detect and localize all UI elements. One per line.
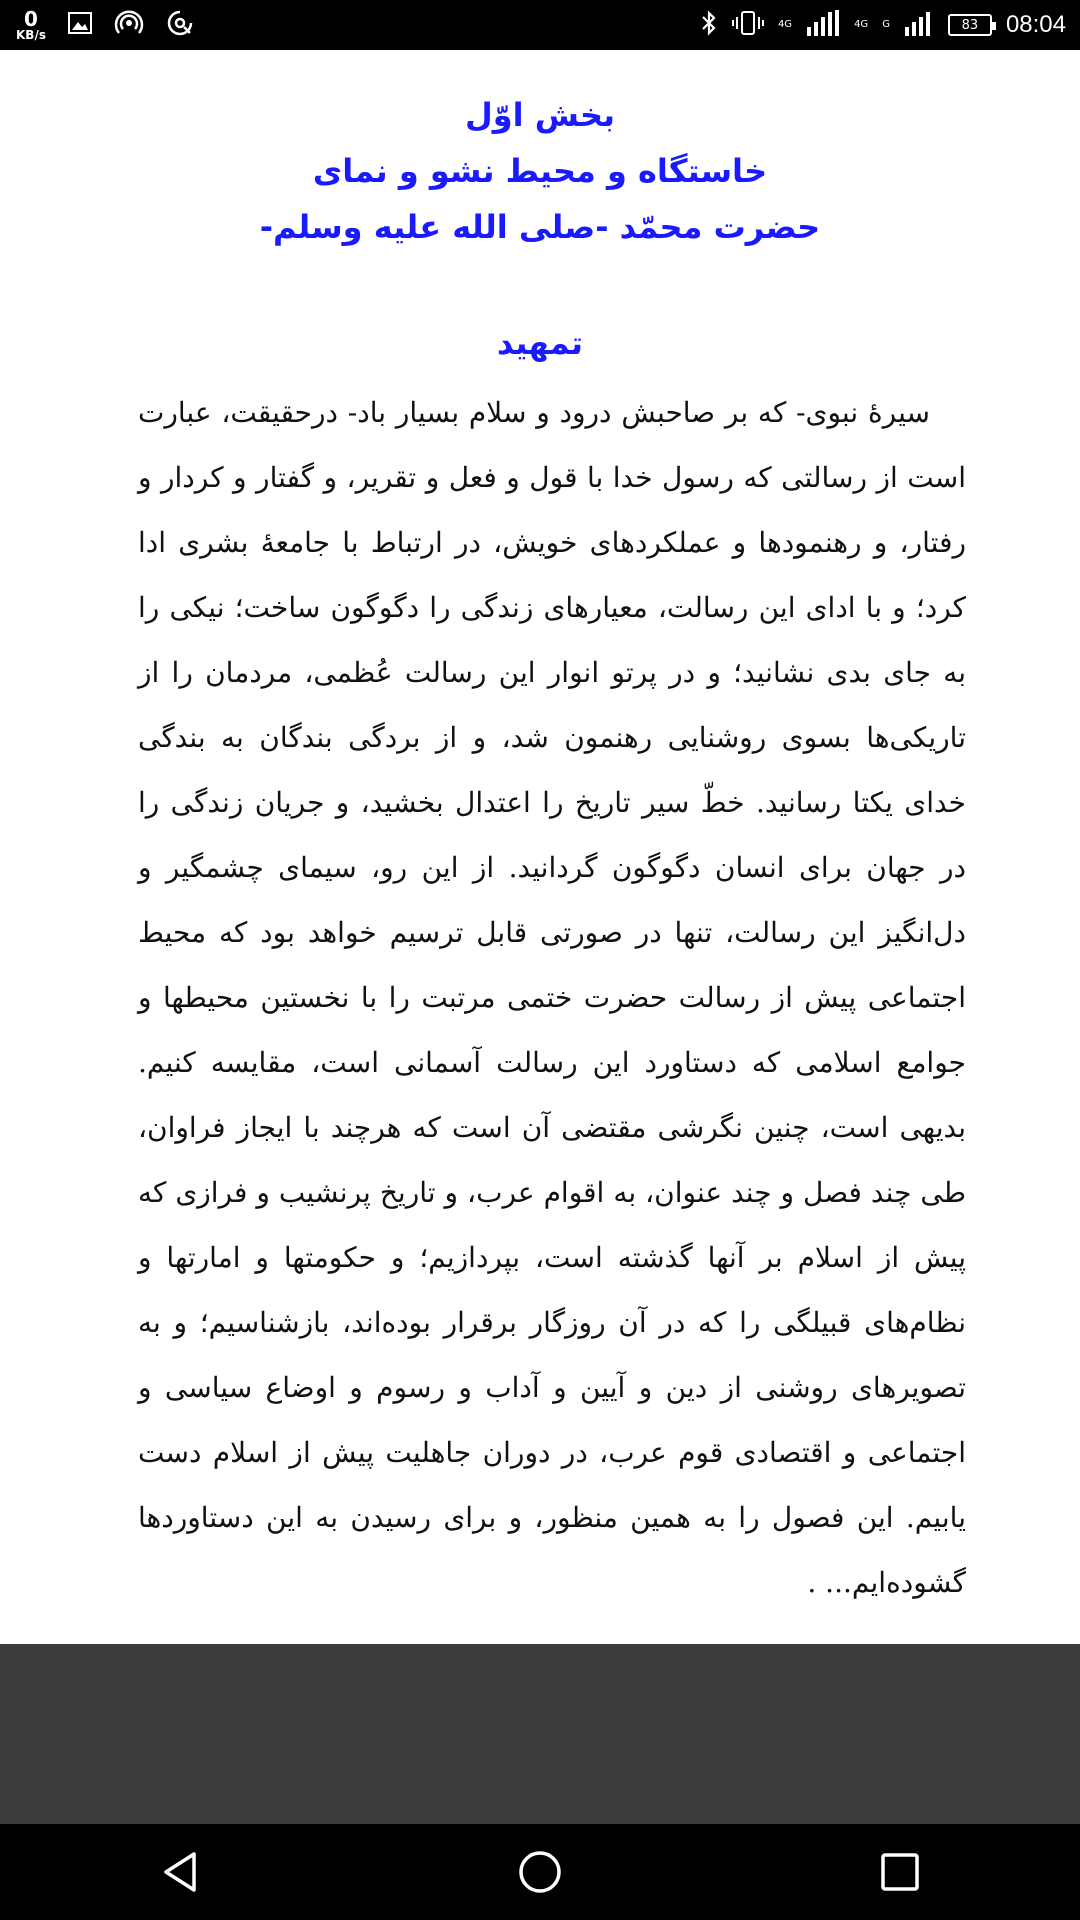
image-icon: [68, 12, 92, 38]
status-bar-left: [0, 0, 194, 50]
document-page[interactable]: [0, 50, 1080, 1644]
navigation-bar: [0, 1824, 1080, 1920]
data-saver-icon: [166, 9, 194, 41]
clock: 08:04: [1005, 11, 1066, 38]
vibrate-icon: [732, 10, 764, 40]
back-button[interactable]: [120, 1824, 240, 1920]
network-type-label-2: [854, 20, 868, 30]
chapter-heading-line-2: خاستگاه و محیط نشو و نمای: [312, 152, 768, 190]
back-icon: [156, 1848, 204, 1896]
page-gutter: [0, 1644, 1080, 1824]
section-title: تمهید: [496, 324, 584, 362]
network-speed-value: 0: [24, 7, 38, 31]
net-label-3: G: [882, 19, 890, 30]
status-bar-right: [700, 0, 1080, 50]
body-text: [138, 380, 966, 1615]
hotspot-icon: [114, 8, 144, 42]
battery-level: 83: [961, 17, 979, 33]
battery-icon: [948, 14, 992, 36]
bluetooth-icon: [700, 9, 718, 41]
network-speed: [16, 9, 46, 41]
recents-icon: [878, 1850, 922, 1894]
home-button[interactable]: [480, 1824, 600, 1920]
chapter-heading-line-1: بخش اوّل: [464, 96, 616, 134]
net-label-2: 4G: [854, 19, 869, 30]
network-speed-unit: KB/s: [16, 28, 46, 42]
recents-button[interactable]: [840, 1824, 960, 1920]
paragraph: سیرۀ نبوی- که بر صاحبش درود و سلام بسیار باد- درحقیقت، عبارت است از رسالتی که رسول خدا با قول و فعل و تقریر، و گفتار و کردار و رفتار، و رهنمودها و عملکردهای خویش، در ارتباط با جامعۀ بشری ادا کرد؛ و با ادای این رسالت، معیارهای زندگی را دگوگون ساخت؛ نیکی را به جای بدی نشانید؛ و در پرتو انوار این رسالت عُظمی، مردمان را از تاریکی‌ها بسوی روشنایی رهنمون شد، و از بردگی بندگان به بندگی خدای یکتا رسانید. خطّ سیر تاریخ را اعتدال بخشید، و جریان زندگی را در جهان برای انسان دگوگون گردانید. از این رو، سیمای چشمگیر و دل‌انگیز این رسالت، تنها در صورتی قابل ترسیم خواهد بود که محیط اجتماعی پیش از رسالت حضرت ختمی مرتبت را با نخستین محیطها و جوامع اسلامی که دستاورد این رسالت آسمانی است، مقایسه کنیم. بدیهی است، چنین نگرشی مقتضی آن است که هرچند با ایجاز فراوان، طی چند فصل و چند عنوان، به اقوام عرب، و تاریخ پرنشیب و فرازی که پیش از اسلام بر آنها گذشته است، بپردازیم؛ و حکومتها و امارتها و نظام‌های قبیلگی را که در آن روزگار برقرار بوده‌اند، بازشناسیم؛ و به تصویرهای روشنی از دین و آیین و آداب و رسوم و اوضاع سیاسی و اجتماعی و اقتصادی قوم عرب، در دوران جاهلیت پیش از اسلام دست یابیم. این فصول را به همین منظور، و برای رسیدن به این دستاوردها گشوده‌ایم... .: [138, 396, 966, 1599]
chapter-heading-line-3: حضرت محمّد -صلی الله علیه وسلم-: [259, 208, 821, 246]
home-icon: [516, 1848, 564, 1896]
status-bar: [0, 0, 1080, 50]
signal-icon: [904, 9, 934, 41]
network-type-label-1: [778, 20, 792, 30]
net-label-1: 4G: [777, 19, 793, 30]
network-type-label-3: [882, 20, 890, 30]
signal-icon: [806, 9, 840, 41]
